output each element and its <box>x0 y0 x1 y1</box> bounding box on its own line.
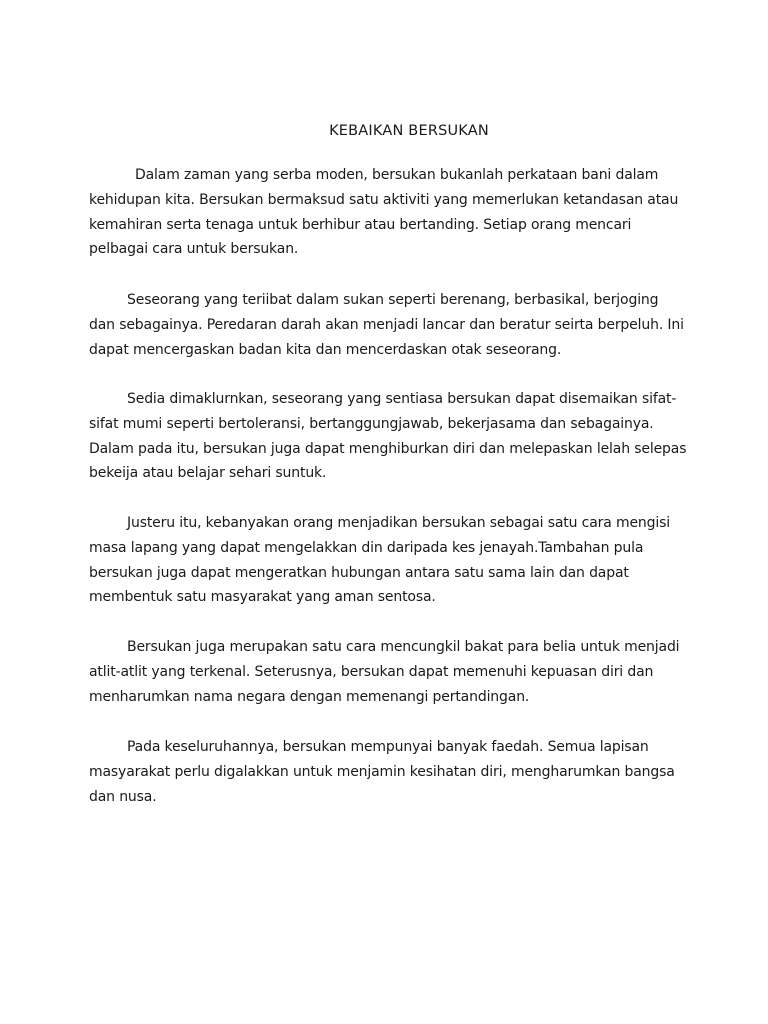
paragraph-1: Dalam zaman yang serba moden, bersukan bukanlah perkataan bani dalam kehidupan kita. Bersukan bermaksud satu aktiviti yang memerlukan ketandasan atau kemahiran serta tenaga untuk berhibur atau bertanding. Setiap orang mencari pelbagai cara untuk bersukan. <box>89 167 679 258</box>
paragraph-5: Bersukan juga merupakan satu cara mencungkil bakat para belia untuk menjadi atlit-atlit yang terkenal. Seterusnya, bersukan dapat memenuhi kepuasan diri dan menharumkan nama negara dengan memenangi pertandingan. <box>89 639 680 705</box>
paragraph-2: Seseorang yang teriibat dalam sukan seperti berenang, berbasikal, berjoging dan sebagainya. Peredaran darah akan menjadi lancar dan beratur seirta berpeluh. Ini dapat mencergaskan badan kita dan mencerdaskan otak seseorang. <box>89 292 684 358</box>
paragraph-4: Justeru itu, kebanyakan orang menjadikan bersukan sebagai satu cara mengisi masa lapang yang dapat mengelakkan din daripada kes jenayah.Tambahan pula bersukan juga dapat mengeratkan hubungan antara satu sama lain dan dapat membentuk satu masyarakat yang aman sentosa. <box>89 515 671 606</box>
paragraph-6: Pada keseluruhannya, bersukan mempunyai banyak faedah. Semua lapisan masyarakat perlu digalakkan untuk menjamin kesihatan diri, mengharumkan bangsa dan nusa. <box>89 739 675 805</box>
document-title: KEBAIKAN BERSUKAN <box>329 123 489 139</box>
paragraph-3: Sedia dimaklurnkan, seseorang yang sentiasa bersukan dapat disemaikan sifat-sifat mumi seperti bertoleransi, bertanggungjawab, bekerjasama dan sebagainya. Dalam pada itu, bersukan juga dapat menghiburkan diri dan melepaskan lelah selepas bekeija atau belajar sehari suntuk. <box>89 391 687 482</box>
